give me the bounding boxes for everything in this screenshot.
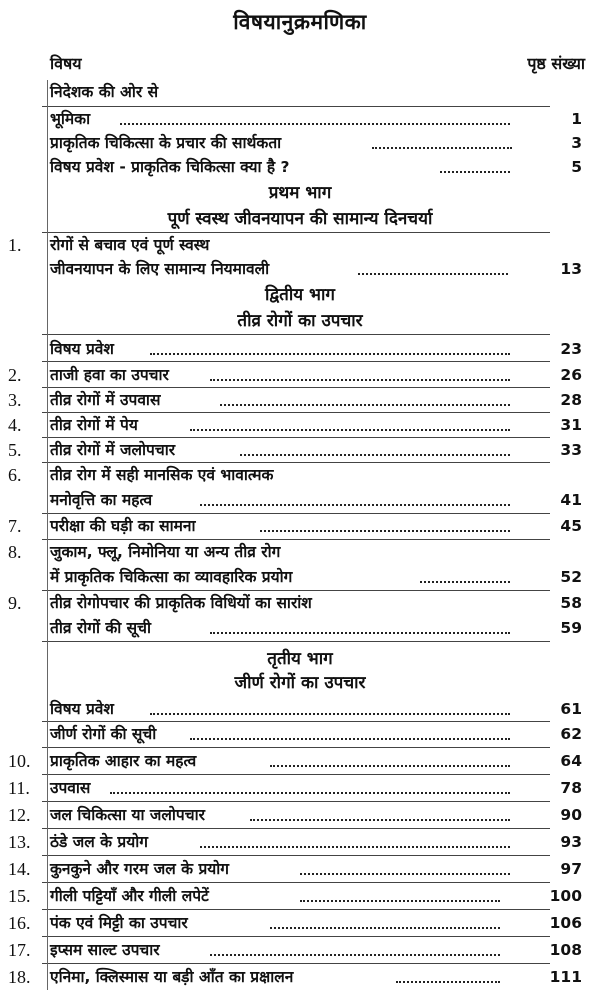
toc-entry-page: 26	[560, 366, 582, 384]
toc-entry-text: ठंडे जल के प्रयोग	[50, 833, 148, 851]
toc-entry-number: 7.	[8, 516, 22, 536]
toc-entry[interactable]	[0, 337, 600, 361]
divider	[42, 801, 550, 802]
toc-entry[interactable]	[0, 107, 600, 131]
part-subheading-text: पूर्ण स्वस्थ जीवनयापन की सामान्य दिनचर्या	[167, 209, 433, 229]
toc-entry-text: जल चिकित्सा या जलोपचार	[50, 806, 205, 824]
toc-entry-text: जीर्ण रोगों की सूची	[50, 725, 157, 743]
divider	[42, 963, 550, 964]
toc-entry-page: 93	[560, 833, 582, 851]
dot-leader	[396, 981, 500, 983]
toc-entry-number: 8.	[8, 542, 22, 562]
dot-leader	[300, 900, 500, 902]
toc-entry-text: जीवनयापन के लिए सामान्य नियमावली	[50, 260, 270, 278]
toc-entry[interactable]	[0, 540, 600, 564]
toc-entry-text: में प्राकृतिक चिकित्सा का व्यावहारिक प्रयोग	[50, 568, 293, 586]
dot-leader	[150, 713, 510, 715]
toc-entry-continuation[interactable]	[0, 565, 600, 589]
part-subheading-text: जीर्ण रोगों का उपचार	[234, 673, 366, 693]
divider	[42, 747, 550, 748]
toc-entry-page: 100	[549, 887, 582, 905]
divider	[42, 936, 550, 937]
part-heading-text: तृतीय भाग	[267, 649, 333, 669]
dot-leader	[358, 273, 508, 275]
toc-entry[interactable]	[0, 514, 600, 538]
toc-entry-number: 14.	[8, 859, 31, 879]
toc-entry-text: गीली पट्टियाँ और गीली लपेटें	[50, 887, 209, 905]
toc-entry[interactable]	[0, 803, 600, 827]
toc-entry-page: 31	[560, 416, 582, 434]
dot-leader	[190, 429, 510, 431]
dot-leader	[190, 738, 510, 740]
dot-leader	[210, 632, 510, 634]
toc-entry-page: 23	[560, 340, 582, 358]
toc-entry[interactable]	[0, 155, 600, 179]
toc-entry-text: ताजी हवा का उपचार	[50, 366, 169, 384]
toc-entry-text: तीव्र रोगों में जलोपचार	[50, 441, 176, 459]
toc-entry-number: 13.	[8, 832, 31, 852]
part-heading	[0, 283, 600, 307]
toc-entry-text: जुकाम, फ्लू, निमोनिया या अन्य तीव्र रोग	[50, 543, 281, 561]
toc-entry[interactable]	[0, 722, 600, 746]
toc-entry-page: 108	[549, 941, 582, 959]
toc-entry[interactable]	[0, 363, 600, 387]
toc-entry-page: 90	[560, 806, 582, 824]
toc-entry-text: विषय प्रवेश - प्राकृतिक चिकित्सा क्या है ?	[50, 158, 290, 176]
dot-leader	[250, 819, 510, 821]
part-subheading	[0, 309, 600, 333]
dot-leader	[200, 504, 510, 506]
toc-entry-page: 78	[560, 779, 582, 797]
toc-entry[interactable]	[0, 388, 600, 412]
toc-entry-number: 9.	[8, 593, 22, 613]
toc-entry-number: 10.	[8, 751, 31, 771]
toc-entry-number: 4.	[8, 415, 22, 435]
part-subheading-text: तीव्र रोगों का उपचार	[237, 311, 363, 331]
toc-entry-text: परीक्षा की घड़ी का सामना	[50, 517, 196, 535]
dot-leader	[200, 846, 510, 848]
divider	[42, 641, 550, 642]
dot-leader	[420, 581, 510, 583]
toc-entry-page: 111	[549, 968, 582, 986]
dot-leader	[260, 530, 510, 532]
dot-leader	[270, 765, 510, 767]
toc-entry-text: तीव्र रोगोपचार की प्राकृतिक विधियों का सारांश	[50, 594, 312, 612]
toc-entry[interactable]	[0, 591, 600, 615]
toc-entry-text: तीव्र रोग में सही मानसिक एवं भावात्मक	[50, 466, 274, 484]
dot-leader	[300, 873, 510, 875]
part-heading-text: प्रथम भाग	[268, 183, 332, 203]
toc-entry-continuation[interactable]	[0, 257, 600, 281]
toc-entry-text: कुनकुने और गरम जल के प्रयोग	[50, 860, 229, 878]
toc-entry-text: प्राकृतिक चिकित्सा के प्रचार की सार्थकता	[50, 134, 282, 152]
toc-entry-text: विषय प्रवेश	[50, 700, 114, 718]
toc-entry-number: 17.	[8, 940, 31, 960]
toc-entry-page: 1	[571, 110, 582, 128]
toc-entry-number: 12.	[8, 805, 31, 825]
dot-leader	[270, 927, 500, 929]
part-subheading	[0, 671, 600, 695]
toc-entry-continuation[interactable]	[0, 488, 600, 512]
divider	[42, 361, 550, 362]
toc-entry-page: 28	[560, 391, 582, 409]
toc-entry-page: 106	[549, 914, 582, 932]
divider	[42, 774, 550, 775]
toc-entry-page: 3	[571, 134, 582, 152]
part-heading-text: द्वितीय भाग	[265, 285, 335, 305]
dot-leader	[110, 792, 510, 794]
toc-entry-text: उपवास	[50, 779, 91, 797]
toc-entry[interactable]	[0, 776, 600, 800]
column-header-page-number: पृष्ठ संख्या	[527, 54, 585, 73]
toc-entry-page: 58	[560, 594, 582, 612]
toc-entry-text: निदेशक की ओर से	[50, 83, 159, 101]
toc-entry-text: मनोवृत्ति का महत्व	[50, 491, 153, 509]
toc-entry-text: विषय प्रवेश	[50, 340, 114, 358]
toc-entry-number: 18.	[8, 967, 31, 987]
divider	[42, 334, 550, 335]
part-heading	[0, 647, 600, 671]
toc-entry-page: 64	[560, 752, 582, 770]
toc-entry-number: 15.	[8, 886, 31, 906]
page-title: विषयानुक्रमणिका	[233, 10, 367, 34]
toc-entry-number: 2.	[8, 365, 22, 385]
toc-entry-number: 6.	[8, 465, 22, 485]
divider	[42, 855, 550, 856]
toc-entry-page: 5	[571, 158, 582, 176]
toc-entry[interactable]	[0, 463, 600, 487]
toc-entry[interactable]	[0, 616, 600, 640]
toc-entry-text: तीव्र रोगों की सूची	[50, 619, 152, 637]
toc-entry-number: 3.	[8, 390, 22, 410]
divider	[42, 882, 550, 883]
toc-entry-page: 52	[560, 568, 582, 586]
toc-entry[interactable]	[0, 857, 600, 881]
toc-entry[interactable]	[0, 80, 600, 104]
toc-entry[interactable]	[0, 884, 600, 908]
toc-entry[interactable]	[0, 911, 600, 935]
dot-leader	[210, 379, 510, 381]
toc-entry[interactable]	[0, 938, 600, 962]
toc-entry-page: 61	[560, 700, 582, 718]
dot-leader	[240, 454, 510, 456]
toc-entry-number: 5.	[8, 440, 22, 460]
toc-entry-page: 59	[560, 619, 582, 637]
toc-entry-page: 41	[560, 491, 582, 509]
toc-entry-text: एनिमा, क्लिस्मास या बड़ी आँत का प्रक्षालन	[50, 968, 294, 986]
toc-entry-number: 16.	[8, 913, 31, 933]
toc-entry-text: भूमिका	[50, 110, 91, 128]
toc-entry-text: प्राकृतिक आहार का महत्व	[50, 752, 197, 770]
dot-leader	[120, 123, 510, 125]
toc-entry-page: 97	[560, 860, 582, 878]
dot-leader	[440, 171, 510, 173]
divider	[42, 828, 550, 829]
toc-entry[interactable]	[0, 413, 600, 437]
toc-entry[interactable]	[0, 233, 600, 257]
part-heading	[0, 181, 600, 205]
part-subheading	[0, 207, 600, 231]
toc-entry-number: 1.	[8, 235, 22, 255]
column-header-subject: विषय	[50, 54, 82, 73]
toc-entry-text: इप्सम साल्ट उपचार	[50, 941, 160, 959]
toc-entry-text: पंक एवं मिट्टी का उपचार	[50, 914, 188, 932]
toc-entry[interactable]	[0, 965, 600, 989]
toc-entry-page: 33	[560, 441, 582, 459]
toc-entry[interactable]	[0, 131, 600, 155]
dot-leader	[372, 147, 512, 149]
toc-entry[interactable]	[0, 830, 600, 854]
toc-entry-text: रोगों से बचाव एवं पूर्ण स्वस्थ	[50, 236, 210, 254]
column-header	[50, 52, 585, 76]
toc-entry-text: तीव्र रोगों में पेय	[50, 416, 138, 434]
toc-entry-page: 45	[560, 517, 582, 535]
toc-entry[interactable]	[0, 697, 600, 721]
toc-entry-page: 13	[560, 260, 582, 278]
toc-entry-text: तीव्र रोगों में उपवास	[50, 391, 161, 409]
dot-leader	[150, 353, 510, 355]
left-margin-line	[47, 80, 48, 990]
dot-leader	[210, 954, 500, 956]
divider	[42, 909, 550, 910]
toc-entry[interactable]	[0, 749, 600, 773]
toc-entry[interactable]	[0, 438, 600, 462]
dot-leader	[220, 404, 510, 406]
toc-entry-page: 62	[560, 725, 582, 743]
toc-entry-number: 11.	[8, 778, 30, 798]
